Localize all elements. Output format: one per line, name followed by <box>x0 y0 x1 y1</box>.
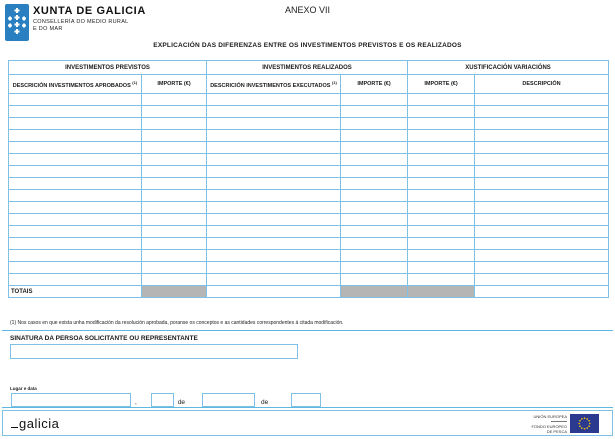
table-cell[interactable] <box>142 106 207 118</box>
group-header-previstos: INVESTIMENTOS PREVISTOS <box>9 61 207 75</box>
table-cell[interactable] <box>142 118 207 130</box>
table-cell[interactable] <box>341 190 408 202</box>
table-cell[interactable] <box>142 154 207 166</box>
table-cell[interactable] <box>341 142 408 154</box>
totals-importe-variacion-cell <box>408 286 475 298</box>
table-cell[interactable] <box>408 274 475 286</box>
totals-empty-cell <box>475 286 609 298</box>
table-cell[interactable] <box>9 178 142 190</box>
table-cell[interactable] <box>408 238 475 250</box>
col-header-label: DESCRIPCIÓN <box>522 81 561 87</box>
col-header-descripcion-variacion <box>475 75 609 94</box>
eu-text-rule <box>551 421 567 422</box>
table-cell[interactable] <box>408 166 475 178</box>
table-cell[interactable] <box>142 214 207 226</box>
col-header-importe-previsto <box>142 75 207 94</box>
eu-text-line2: FONDO EUROPEO <box>531 424 567 429</box>
table-cell[interactable] <box>207 190 341 202</box>
comma-separator: , <box>135 399 137 406</box>
table-cell[interactable] <box>341 154 408 166</box>
table-cell[interactable] <box>408 154 475 166</box>
table-cell[interactable] <box>408 202 475 214</box>
galicia-brand-logo: galicia <box>11 416 59 431</box>
totals-importe-previsto-cell <box>142 286 207 298</box>
signature-section-title: SINATURA DA PERSOA SOLICITANTE OU REPRESENTANTE <box>10 335 198 342</box>
table-row <box>9 178 609 190</box>
table-row <box>9 142 609 154</box>
table-cell[interactable] <box>408 106 475 118</box>
table-row <box>9 190 609 202</box>
table-cell[interactable] <box>207 94 341 106</box>
table-cell[interactable] <box>142 262 207 274</box>
table-column-header-row <box>9 75 609 94</box>
table-cell[interactable] <box>207 130 341 142</box>
table-cell[interactable] <box>207 214 341 226</box>
col-header-descricion-aprobados <box>9 75 142 94</box>
place-date-label: Lugar e data <box>10 386 37 391</box>
table-cell[interactable] <box>142 142 207 154</box>
footnote-marker: (1) <box>132 79 138 85</box>
col-header-label: IMPORTE (€) <box>424 81 458 87</box>
table-group-header-row <box>9 61 609 75</box>
table-cell[interactable] <box>207 106 341 118</box>
table-cell[interactable] <box>142 238 207 250</box>
table-cell[interactable] <box>142 202 207 214</box>
table-cell[interactable] <box>475 118 609 130</box>
table-cell[interactable] <box>142 130 207 142</box>
table-row <box>9 202 609 214</box>
table-cell[interactable] <box>207 262 341 274</box>
table-cell[interactable] <box>142 190 207 202</box>
totals-row <box>9 286 609 298</box>
month-input[interactable] <box>202 393 255 407</box>
table-cell[interactable] <box>142 274 207 286</box>
table-cell[interactable] <box>9 190 142 202</box>
table-cell[interactable] <box>207 202 341 214</box>
table-cell[interactable] <box>408 214 475 226</box>
table-cell[interactable] <box>408 130 475 142</box>
table-cell[interactable] <box>408 190 475 202</box>
col-header-label: IMPORTE (€) <box>357 81 391 87</box>
totals-label: TOTAIS <box>9 286 142 298</box>
col-header-importe-realizado <box>341 75 408 94</box>
table-cell[interactable] <box>142 94 207 106</box>
signature-section-divider <box>2 330 613 331</box>
table-cell[interactable] <box>341 106 408 118</box>
table-row <box>9 118 609 130</box>
table-row <box>9 130 609 142</box>
table-cell[interactable] <box>408 142 475 154</box>
table-row <box>9 274 609 286</box>
table-cell[interactable] <box>341 238 408 250</box>
table-cell[interactable] <box>207 226 341 238</box>
table-cell[interactable] <box>475 250 609 262</box>
table-cell[interactable] <box>9 238 142 250</box>
table-row <box>9 226 609 238</box>
table-cell[interactable] <box>475 274 609 286</box>
table-cell[interactable] <box>207 178 341 190</box>
table-cell[interactable] <box>341 94 408 106</box>
col-header-descricion-executados <box>207 75 341 94</box>
table-row <box>9 214 609 226</box>
table-cell[interactable] <box>341 214 408 226</box>
table-cell[interactable] <box>9 142 142 154</box>
table-cell[interactable] <box>475 106 609 118</box>
table-cell[interactable] <box>9 274 142 286</box>
table-cell[interactable] <box>142 178 207 190</box>
table-cell[interactable] <box>9 130 142 142</box>
footer <box>2 410 613 436</box>
eu-text-line1: UNIÓN EUROPEA <box>533 414 567 419</box>
table-cell[interactable] <box>142 166 207 178</box>
table-cell[interactable] <box>475 202 609 214</box>
table-row <box>9 106 609 118</box>
table-cell[interactable] <box>341 250 408 262</box>
footnote-marker: (1) <box>331 79 337 85</box>
table-cell[interactable] <box>475 142 609 154</box>
totals-empty-cell <box>207 286 341 298</box>
table-cell[interactable] <box>341 178 408 190</box>
org-name: XUNTA DE GALICIA <box>33 5 146 17</box>
table-cell[interactable] <box>207 166 341 178</box>
table-cell[interactable] <box>9 202 142 214</box>
de-separator-1: de <box>177 399 186 406</box>
form-title: EXPLICACIÓN DAS DIFERENZAS ENTRE OS INVESTIMENTOS PREVISTOS E OS REALIZADOS <box>153 42 462 49</box>
de-separator-2: de <box>261 399 269 406</box>
signature-input[interactable] <box>10 344 298 359</box>
table-row <box>9 166 609 178</box>
table-cell[interactable] <box>207 142 341 154</box>
table-cell[interactable] <box>9 214 142 226</box>
table-cell[interactable] <box>408 94 475 106</box>
table-row <box>9 238 609 250</box>
table-cell[interactable] <box>408 226 475 238</box>
table-cell[interactable] <box>9 226 142 238</box>
totals-importe-realizado-cell <box>341 286 408 298</box>
year-input[interactable] <box>291 393 321 407</box>
table-cell[interactable] <box>9 118 142 130</box>
eu-funding-text <box>531 414 567 434</box>
annex-title: ANEXO VII <box>284 5 330 15</box>
table-row <box>9 94 609 106</box>
table-cell[interactable] <box>9 106 142 118</box>
group-header-xustificacion: XUSTIFICACIÓN VARIACIÓNS <box>408 61 609 75</box>
table-row <box>9 262 609 274</box>
eu-text-line3: DE PESCA <box>546 429 567 434</box>
table-row <box>9 250 609 262</box>
table-footnote: (1) Nos casos en que exista unha modificación da resolución aprobada, poranse os conceptos e as cantidades correspondentes á citada modificación. <box>10 320 344 326</box>
table-cell[interactable] <box>207 274 341 286</box>
table-body <box>9 94 609 286</box>
col-header-label: DESCRICIÓN INVESTIMENTOS APROBADOS <box>12 82 131 89</box>
org-department-line1: CONSELLERÍA DO MEDIO RURAL <box>33 19 129 25</box>
table-cell[interactable] <box>475 190 609 202</box>
table-cell[interactable] <box>341 202 408 214</box>
table-cell[interactable] <box>207 238 341 250</box>
table-cell[interactable] <box>142 226 207 238</box>
col-header-label: IMPORTE (€) <box>157 81 191 87</box>
col-header-importe-variacion <box>408 75 475 94</box>
table-cell[interactable] <box>408 262 475 274</box>
investments-table <box>8 60 609 298</box>
table-cell[interactable] <box>207 118 341 130</box>
table-cell[interactable] <box>9 166 142 178</box>
day-input[interactable] <box>151 393 174 407</box>
table-cell[interactable] <box>475 214 609 226</box>
table-cell[interactable] <box>475 154 609 166</box>
table-cell[interactable] <box>9 154 142 166</box>
table-cell[interactable] <box>341 118 408 130</box>
table-cell[interactable] <box>341 274 408 286</box>
footer-divider <box>2 407 613 408</box>
col-header-label: DESCRICIÓN INVESTIMENTOS EXECUTADOS <box>210 82 331 89</box>
table-cell[interactable] <box>475 238 609 250</box>
table-cell[interactable] <box>408 118 475 130</box>
table-cell[interactable] <box>9 262 142 274</box>
table-cell[interactable] <box>475 166 609 178</box>
table-cell[interactable] <box>475 94 609 106</box>
group-header-realizados: INVESTIMENTOS REALIZADOS <box>207 61 408 75</box>
table-cell[interactable] <box>475 226 609 238</box>
table-cell[interactable] <box>408 178 475 190</box>
table-cell[interactable] <box>207 250 341 262</box>
table-cell[interactable] <box>475 178 609 190</box>
table-cell[interactable] <box>341 262 408 274</box>
table-cell[interactable] <box>341 130 408 142</box>
table-cell[interactable] <box>408 250 475 262</box>
table-row <box>9 154 609 166</box>
org-department-line2: E DO MAR <box>33 26 63 32</box>
table-cell[interactable] <box>207 154 341 166</box>
table-cell[interactable] <box>341 166 408 178</box>
table-cell[interactable] <box>341 226 408 238</box>
place-input[interactable] <box>11 393 131 407</box>
table-cell[interactable] <box>142 250 207 262</box>
table-cell[interactable] <box>475 262 609 274</box>
org-department <box>33 19 129 33</box>
table-cell[interactable] <box>475 130 609 142</box>
place-date-row <box>11 393 321 407</box>
eu-flag-icon <box>570 414 599 433</box>
table-cell[interactable] <box>9 250 142 262</box>
table-cell[interactable] <box>9 94 142 106</box>
